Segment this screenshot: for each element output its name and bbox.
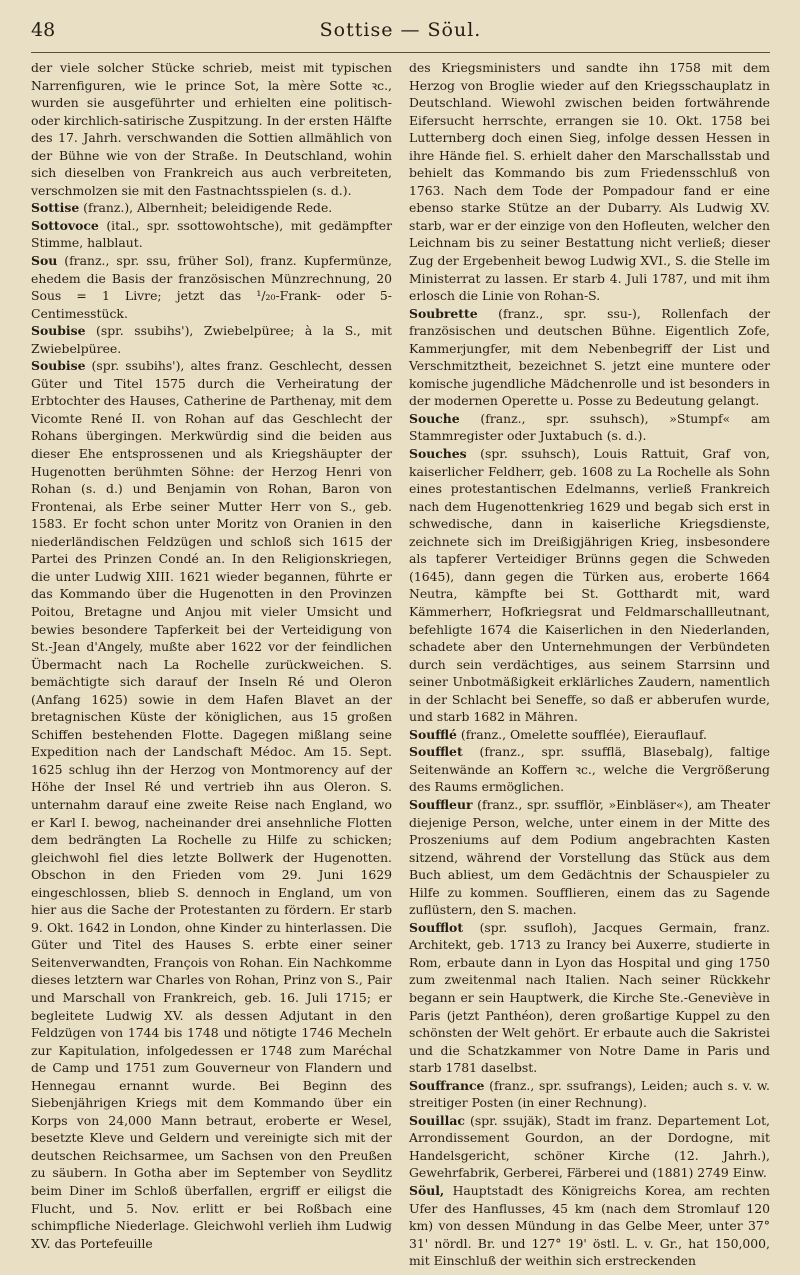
entry-headword: Souffleur xyxy=(409,796,473,812)
header-rule xyxy=(31,52,770,53)
entry-text: des Kriegsministers und sandte ihn 1758 mit dem Herzog von Broglie wieder auf den Kriegsschauplatz in Deutschland. Wiewohl zwischen beiden fortwährende Eifersucht herrschte, errangen sie 10. Okt. 1758 bei Lutternberg doch einen Sieg, infolge dessen Hessen in ihre Hände fiel. S. erhielt daher den Marschallsstab und behielt das Kommando bis zum Friedensschluß von 1763. Nach dem Tode der Pompadour fand er eine ebenso starke Stütze an der Dubarry. Als Ludwig XV. starb, war er der einzige von den Hofleuten, welcher den Leichnam bis zu seiner Bestattung nicht verließ; dieser Zug der Ergebenheit bewog Ludwig XVI., S. die Stelle im Ministerrat zu lassen. Er starb 4. Juli 1787, und mit ihm erlosch die Linie von Rohan-S. xyxy=(409,60,770,304)
entry-text: (franz., spr. ssu, früher Sol), franz. Kupfermünze, ehedem die Basis der französischen Münzrechnung, 20 Sous = 1 Livre; jetzt das ¹/₂₀-Frank- oder 5-Centimesstück. xyxy=(31,253,392,321)
entry-text: (franz., Omelette soufflée), Eierauflauf. xyxy=(456,726,707,742)
running-head xyxy=(31,0,770,46)
dictionary-entry xyxy=(31,217,392,252)
entry-text: (franz., spr. ssufflä, Blasebalg), faltige Seitenwände an Koffern ꝛc., welche die Vergrößerung des Raums ermöglichen. xyxy=(409,744,770,795)
entry-headword: Soubise xyxy=(31,323,86,339)
entry-headword: Sottise xyxy=(31,200,80,216)
dictionary-entry xyxy=(409,305,770,410)
dictionary-entry xyxy=(409,1077,770,1112)
entry-text: (spr. ssubihs'), altes franz. Geschlecht, dessen Güter und Titel 1575 durch die Verheiratung der Erbtochter des Hauses, Catherine de Parthenay, mit dem Vicomte René II. von Rohan auf das Geschlecht der Rohans übergingen. Merkwürdig sind die beiden aus dieser Ehe entsprossenen und als Kriegshäupter der Hugenotten berühmten Söhne: der Herzog Henri von Rohan (s. d.) und Benjamin von Rohan, Baron von Frontenai, als Erbe seiner Mutter Herr von S., geb. 1583. Er focht schon unter Moritz von Oranien in den niederländischen Feldzügen und schloß sich 1615 der Partei des Prinzen Condé an. In den Religionskriegen, die unter Ludwig XIII. 1621 wieder begannen, führte er das Kommando über die Hugenotten in den Provinzen Poitou, Bretagne und Anjou mit vieler Umsicht und bewies besondere Tapferkeit bei der Verteidigung von St.-Jean d'Angely, mußte aber 1622 vor der feindlichen Übermacht nach La Rochelle zurückweichen. S. bemächtigte sich darauf der Inseln Ré und Oleron (Anfang 1625) sowie in dem Hafen Blavet an der bretagnischen Küste der königlichen, aus 15 großen Schiffen bestehenden Flotte. Dagegen mißlang seine Expedition nach der Landschaft Médoc. Am 15. Sept. 1625 schlug ihn der Herzog von Montmorency auf der Höhe der Insel Ré und vertrieb ihn aus Oleron. S. unternahm darauf eine zweite Reise nach England, wo er Karl I. bewog, nacheinander drei ansehnliche Flotten dem bedrängten La Rochelle zu Hilfe zu schicken; gleichwohl fiel dies letzte Bollwerk der Hugenotten. Obschon in den Frieden vom 29. Juni 1629 eingeschlossen, blieb S. dennoch in England, um von hier aus die Sache der Protestanten zu fördern. Er starb 9. Okt. 1642 in London, ohne Kinder zu hinterlassen. Die Güter und Titel des Hauses S. erbte einer seiner Seitenverwandten, François von Rohan. Ein Nachkomme dieses letztern war Charles von Rohan, Prinz von S., Pair und Marschall von Frankreich, geb. 16. Juli 1715; er begleitete Ludwig XV. als dessen Adjutant in den Feldzügen von 1744 bis 1748 und nötigte 1746 Mecheln zur Kapitulation, infolgedessen er 1748 zum Maréchal de Camp und 1751 zum Gouverneur von Flandern und Hennegau ernannt wurde. Bei Beginn des Siebenjährigen Kriegs mit dem Kommando über ein Korps von 24,000 Mann betraut, eroberte er Wesel, besetzte Kleve und Geldern und vereinigte sich mit der deutschen Reichsarmee, um Sachsen von den Preußen zu säubern. In Gotha aber im September von Seydlitz beim Diner im Schloß überfallen, ergriff er eiligst die Flucht, und 5. Nov. erlitt er bei Roßbach eine schimpfliche Niederlage. Gleichwohl verlieh ihm Ludwig XV. das Portefeuille xyxy=(31,358,392,1251)
entry-headword: Soufflet xyxy=(409,744,463,760)
text-columns xyxy=(31,59,770,1270)
entry-headword: Sottovoce xyxy=(31,217,99,233)
entry-headword: Souches xyxy=(409,446,467,462)
entry-headword: Sou xyxy=(31,253,58,269)
dictionary-entry xyxy=(409,1112,770,1182)
dictionary-entry xyxy=(409,1182,770,1270)
entry-text: (franz., spr. ssufrangs), Leiden; auch s. v. w. streitiger Posten (in einer Rechnung). xyxy=(409,1077,770,1111)
dictionary-entry xyxy=(409,445,770,726)
entry-headword: Soubise xyxy=(31,358,86,374)
entry-text: der viele solcher Stücke schrieb, meist mit typischen Narrenfiguren, wie le prince Sot, la mère Sotte ꝛc., wurden sie ausgeführter und erhielten eine politisch- oder kirchlich-satirische Zuspitzung. In der ersten Hälfte des 17. Jahrh. verschwanden die Sottien allmählich von der Bühne wie von der Straße. In Deutschland, wohin sich dieselben von Frankreich aus auch verbreiteten, verschmolzen sie mit den Fastnachtsspielen (s. d.). xyxy=(31,60,392,198)
entry-text: (franz., spr. ssufflör, »Einbläser«), am Theater diejenige Person, welche, unter einem in der Mitte des Proszeniums auf dem Podium angebrachten Kasten sitzend, während der Vorstellung das Stück aus dem Buch abliest, um dem Gedächtnis der Schauspieler zu Hilfe zu kommen. Soufflieren, einem das zu Sagende zuflüstern, den S. machen. xyxy=(409,796,770,918)
entry-text: (spr. ssubihs'), Zwiebelpüree; à la S., mit Zwiebelpüree. xyxy=(31,323,392,356)
entry-text: (spr. ssufloh), Jacques Germain, franz. Architekt, geb. 1713 zu Irancy bei Auxerre, studierte in Rom, erbaute dann in Lyon das Hospital und ging 1750 zum zweitenmal nach Italien. Nach seiner Rückkehr begann er sein Hauptwerk, die Kirche Ste.-Geneviève in Paris (jetzt Panthéon), deren großartige Kuppel zu den schönsten der Welt gehört. Er erbaute auch die Sakristei und die Schatzkammer von Notre Dame in Paris und starb 1781 daselbst. xyxy=(409,919,770,1076)
entry-headword: Souillac xyxy=(409,1112,465,1128)
entry-headword: Souffrance xyxy=(409,1077,485,1093)
entry-text: (ital., spr. ssottowohtsche), mit gedämpfter Stimme, halblaut. xyxy=(31,217,392,251)
dictionary-entry xyxy=(31,199,392,217)
dictionary-entry xyxy=(31,322,392,357)
dictionary-entry xyxy=(409,743,770,796)
entry-text: (spr. ssuhsch), Louis Rattuit, Graf von, kaiserlicher Feldherr, geb. 1608 zu La Rochelle als Sohn eines protestantischen Edelmanns, verließ Frankreich nach dem Hugenottenkrieg 1629 und begab sich erst in schwedische, dann in kaiserliche Kriegsdienste, zeichnete sich im Dreißigjährigen Krieg, insbesondere als tapferer Verteidiger Brünns gegen die Schweden (1645), dann gegen die Türken aus, eroberte 1664 Neutra, kämpfte bei St. Gotthardt mit, ward Kämmerherr, Hofkriegsrat und Feldmarschallleutnant, befehligte 1674 die Kaiserlichen in den Niederlanden, schadete aber den Unternehmungen der Verbündeten durch sein verdächtiges, aus seinem Starrsinn und seiner Unbotmäßigkeit erklärliches Zaudern, namentlich in der Schlacht bei Seneffe, so daß er abberufen wurde, und starb 1682 in Mähren. xyxy=(409,446,770,725)
entry-text: (spr. ssujäk), Stadt im franz. Departement Lot, Arrondissement Gourdon, an der Dordogne, mit Handelsgericht, schöner Kirche (12. Jahrh.), Gewehrfabrik, Gerberei, Färberei und (1881) 2749 Einw. xyxy=(409,1112,770,1181)
dictionary-entry xyxy=(31,357,392,1252)
entry-headword: Soubrette xyxy=(409,305,478,321)
right-column xyxy=(409,59,770,1270)
dictionary-entry xyxy=(31,59,392,199)
dictionary-entry xyxy=(409,59,770,305)
running-title: Sottise — Söul. xyxy=(319,19,482,41)
entry-headword: Soufflé xyxy=(409,726,457,742)
entry-text: Hauptstadt des Königreichs Korea, am rechten Ufer des Hanflusses, 45 km (nach dem Stromlauf 120 km) von dessen Mündung in das Gelbe Meer, unter 37° 31' nördl. Br. und 127° 19' östl. L. v. Gr., hat 150,000, mit Einschluß der weithin sich erstreckenden xyxy=(409,1183,770,1269)
dictionary-entry xyxy=(409,919,770,1077)
entry-text: (franz., spr. ssu-), Rollenfach der französischen und deutschen Bühne. Eigentlich Zofe, Kammerjungfer, mit dem Nebenbegriff der List und Verschmitztheit, bezeichnet S. jetzt eine muntere oder komische jugendliche Mädchenrolle und ist besonders in der modernen Operette u. Posse zu Bedeutung gelangt. xyxy=(409,305,770,409)
entry-headword: Souche xyxy=(409,410,460,426)
entry-text: (franz.), Albernheit; beleidigende Rede. xyxy=(79,200,333,216)
entry-text: (franz., spr. ssuhsch), »Stumpf« am Stammregister oder Juxtabuch (s. d.). xyxy=(409,410,770,444)
entry-headword: Soufflot xyxy=(409,919,464,935)
left-column xyxy=(31,59,392,1270)
page-number: 48 xyxy=(31,19,56,41)
dictionary-entry xyxy=(31,252,392,322)
dictionary-entry xyxy=(409,410,770,445)
entry-headword: Söul, xyxy=(409,1183,445,1198)
dictionary-entry xyxy=(409,726,770,744)
dictionary-entry xyxy=(409,796,770,919)
